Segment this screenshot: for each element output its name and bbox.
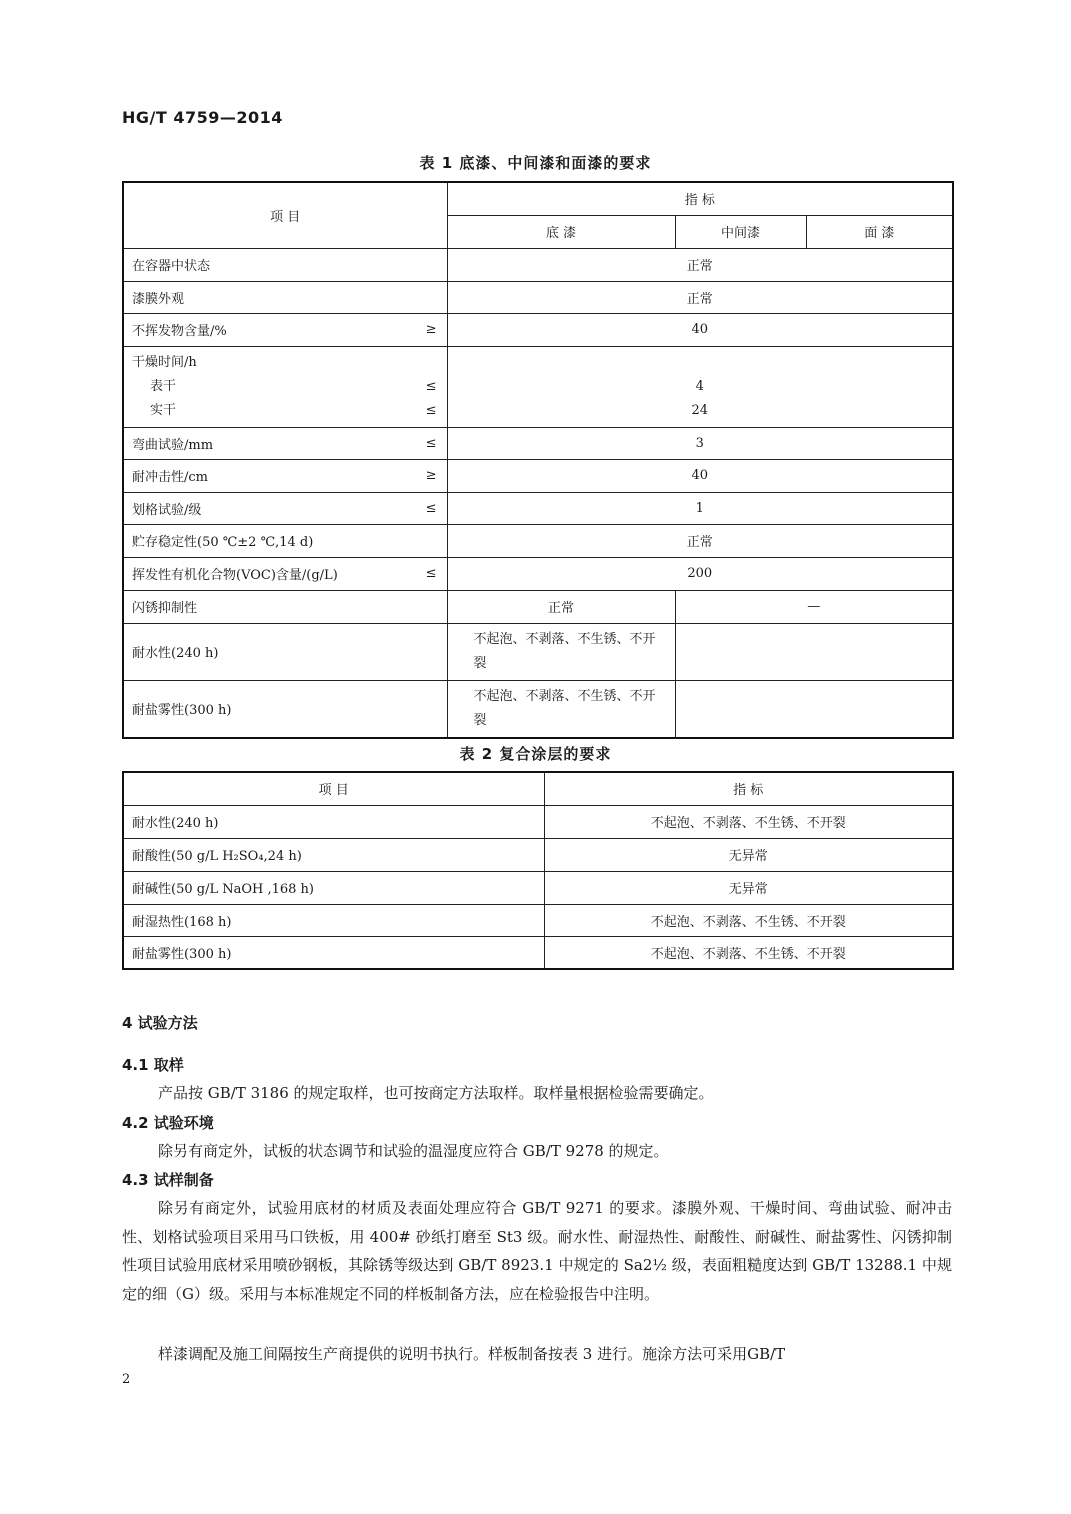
- t1-water-primer: 不起泡、不剥落、不生锈、不开裂: [473, 631, 656, 671]
- t1-flashrust-other: —: [675, 590, 953, 623]
- t1-crosscut-label: 划格试验/级: [132, 502, 202, 518]
- t2-row-label: 耐盐雾性(300 h): [123, 936, 544, 969]
- page-number: 2: [122, 1372, 131, 1387]
- section-4-3-para2: 样漆调配及施工间隔按生产商提供的说明书执行。样板制备按表 3 进行。施涂方法可采用GB/T: [158, 1345, 786, 1363]
- section-4-1-title: 4.1 取样: [122, 1056, 184, 1074]
- table-row: [123, 427, 953, 459]
- t1-state-value: 正常: [447, 248, 953, 281]
- t2-row-label: 耐水性(240 h): [123, 805, 544, 838]
- t1-impact-sym: ≥: [425, 468, 437, 483]
- table-row: [123, 492, 953, 524]
- t1-storage-value: 正常: [447, 524, 953, 557]
- t1-crosscut-value: 1: [447, 492, 953, 524]
- section-4-3-title: 4.3 试样制备: [122, 1171, 214, 1189]
- t1-appearance-label: 漆膜外观: [123, 281, 447, 313]
- t1-head-index: 指 标: [447, 182, 953, 215]
- t1-water-label: 耐水性(240 h): [123, 623, 447, 680]
- section-4-3-para1: 除另有商定外，试验用底材的材质及表面处理应符合 GB/T 9271 的要求。漆膜外观、干燥时间、弯曲试验、耐冲击性、划格试验项目采用马口铁板，用 400# 砂纸打磨至 St3 级。耐水性、耐湿热性、耐酸性、耐碱性、耐盐雾性、闪锈抑制性项目试验用底材采用喷砂钢板，其除锈等级达到 GB/T 8923.1 中规定的 Sa2½ 级，表面粗糙度达到 GB/T 13288.1 中规定的细（G）级。采用与本标准规定不同的样板制备方法，应在检验报告中注明。: [122, 1199, 952, 1303]
- table-row: [123, 805, 953, 838]
- t1-head-intermediate: 中间漆: [675, 215, 806, 248]
- table-row: [123, 557, 953, 590]
- t2-row-value: 无异常: [544, 871, 953, 904]
- section-4-title: 4 试验方法: [122, 1014, 198, 1032]
- document-code: HG/T 4759—2014: [122, 108, 283, 127]
- table1-caption: 表 1 底漆、中间漆和面漆的要求: [419, 154, 652, 172]
- t1-bending-value: 3: [447, 427, 953, 459]
- t2-row-label: 耐碱性(50 g/L NaOH ,168 h): [123, 871, 544, 904]
- section-4-2-text: 除另有商定外，试板的状态调节和试验的温湿度应符合 GB/T 9278 的规定。: [158, 1142, 669, 1160]
- t1-drying-hard-value: 24: [691, 402, 709, 418]
- t2-row-value: 无异常: [544, 838, 953, 871]
- t1-impact-label: 耐冲击性/cm: [132, 470, 208, 485]
- table-row: [123, 590, 953, 623]
- table-row: [123, 248, 953, 281]
- t1-storage-label: 贮存稳定性(50 ℃±2 ℃,14 d): [123, 524, 447, 557]
- t1-bending-sym: ≤: [425, 435, 437, 451]
- t2-row-label: 耐湿热性(168 h): [123, 904, 544, 936]
- t1-saltspray-label: 耐盐雾性(300 h): [123, 680, 447, 738]
- t1-nonvolatile-sym: ≥: [425, 322, 437, 337]
- t1-voc-sym: ≤: [425, 566, 437, 581]
- table-row: [123, 281, 953, 313]
- t1-head-item: 项 目: [123, 182, 447, 248]
- t2-head-index: 指 标: [544, 772, 953, 805]
- section-4-1-text: 产品按 GB/T 3186 的规定取样，也可按商定方法取样。取样量根据检验需要确定。: [158, 1084, 714, 1102]
- t1-head-primer: 底 漆: [447, 215, 675, 248]
- table-row: [123, 313, 953, 346]
- t1-head-topcoat: 面 漆: [806, 215, 953, 248]
- t1-voc-label: 挥发性有机化合物(VOC)含量/(g/L): [132, 568, 338, 583]
- table1: [122, 181, 954, 739]
- t1-drying-label: 干燥时间/h: [132, 354, 197, 370]
- t1-drying-surface-value: 4: [695, 378, 704, 394]
- table-row: [123, 524, 953, 557]
- t1-impact-value: 40: [447, 459, 953, 492]
- table-row: [123, 904, 953, 936]
- t1-drying-hard-label: 实干: [150, 402, 177, 418]
- t1-drying-surface-label: 表干: [150, 378, 177, 394]
- table-row: [123, 680, 953, 738]
- table2-caption: 表 2 复合涂层的要求: [459, 745, 612, 763]
- table-row: [123, 936, 953, 969]
- section-4-2-title: 4.2 试验环境: [122, 1114, 214, 1132]
- t1-drying-hard-sym: ≤: [425, 402, 437, 418]
- t1-state-label: 在容器中状态: [123, 248, 447, 281]
- table-row: [123, 346, 953, 427]
- t1-crosscut-sym: ≤: [425, 500, 437, 516]
- t2-row-value: 不起泡、不剥落、不生锈、不开裂: [544, 805, 953, 838]
- t1-saltspray-primer: 不起泡、不剥落、不生锈、不开裂: [473, 688, 656, 728]
- t1-drying-surface-sym: ≤: [425, 378, 437, 394]
- table2: [122, 771, 954, 970]
- t2-row-value: 不起泡、不剥落、不生锈、不开裂: [544, 936, 953, 969]
- t1-flashrust-primer: 正常: [447, 590, 675, 623]
- table-row: [123, 623, 953, 680]
- t1-nonvolatile-label: 不挥发物含量/%: [132, 324, 227, 339]
- t1-appearance-value: 正常: [447, 281, 953, 313]
- t1-flashrust-label: 闪锈抑制性: [123, 590, 447, 623]
- table-row: [123, 871, 953, 904]
- table-row: [123, 838, 953, 871]
- t1-nonvolatile-value: 40: [447, 313, 953, 346]
- t2-row-label: 耐酸性(50 g/L H₂SO₄,24 h): [123, 838, 544, 871]
- t2-head-item: 项 目: [123, 772, 544, 805]
- t1-voc-value: 200: [447, 557, 953, 590]
- table-row: [123, 459, 953, 492]
- t2-row-value: 不起泡、不剥落、不生锈、不开裂: [544, 904, 953, 936]
- t1-bending-label: 弯曲试验/mm: [132, 437, 214, 453]
